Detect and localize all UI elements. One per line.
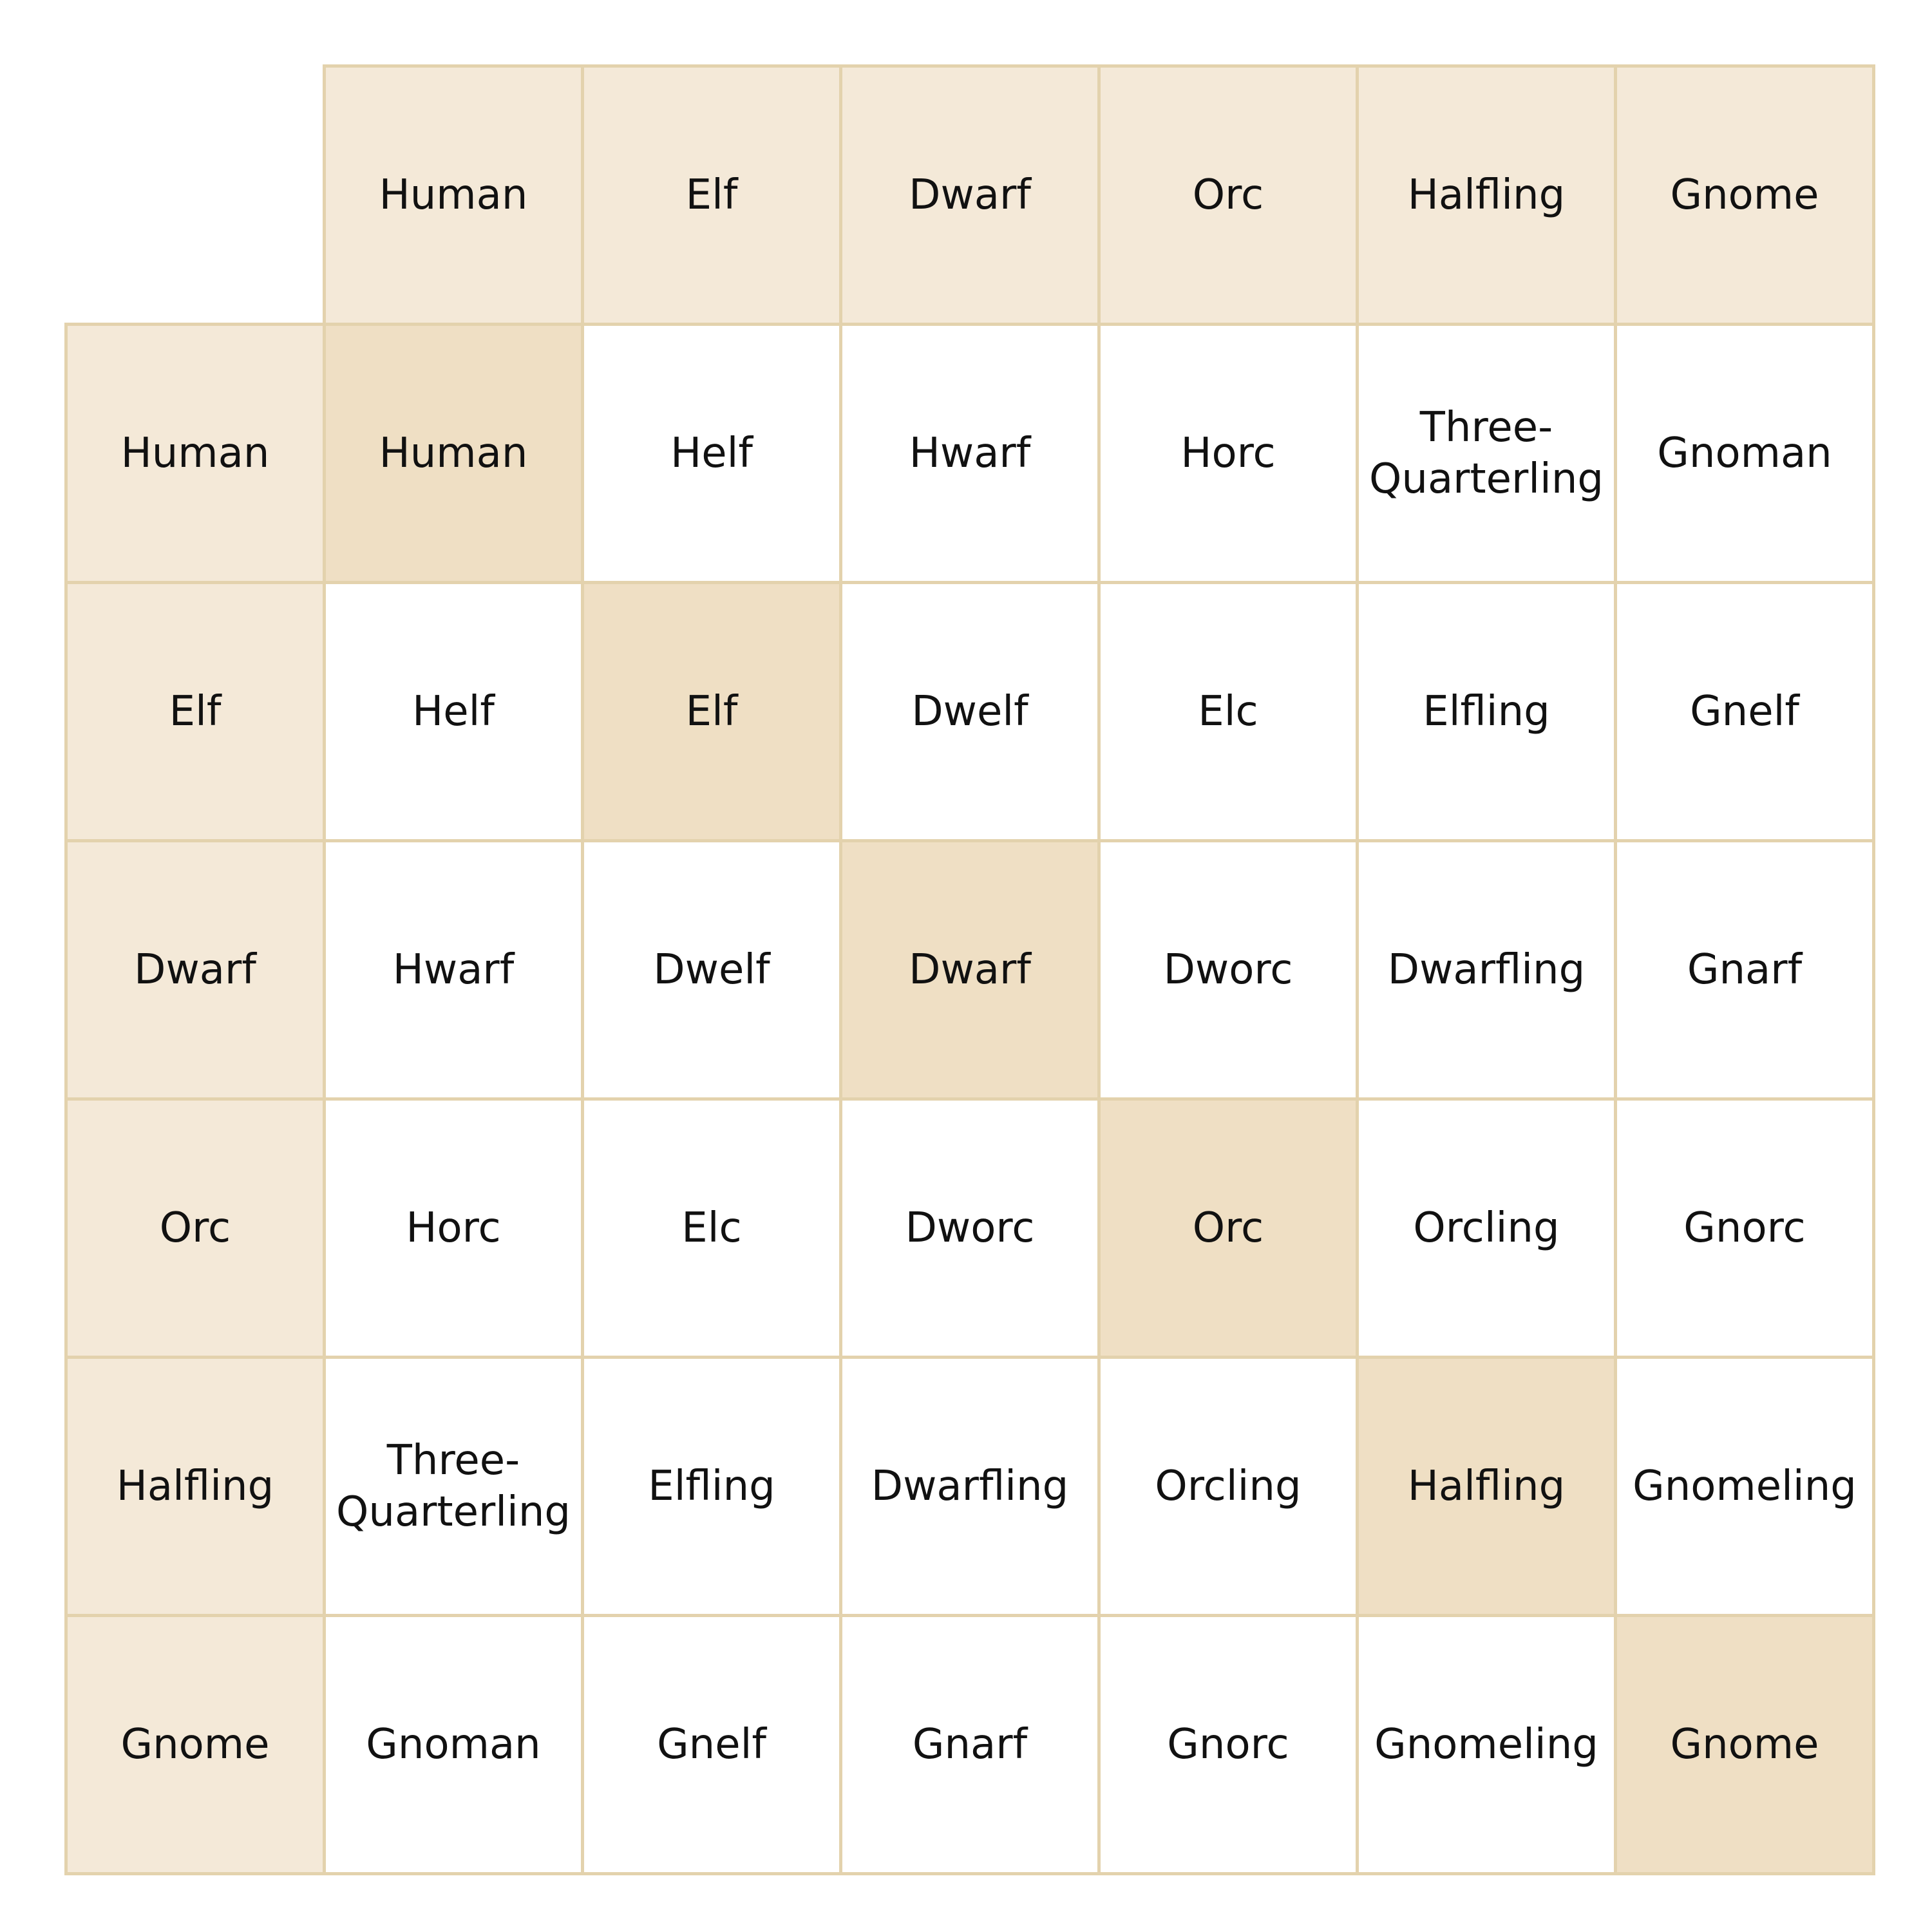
cell-human-dwarf-label: Hwarf bbox=[909, 430, 1031, 477]
row-header-halfling bbox=[64, 1356, 326, 1617]
cell-dwarf-halfling-label: Dwarfling bbox=[1387, 946, 1586, 994]
cell-halfling-orc bbox=[1097, 1356, 1359, 1617]
cell-elf-orc bbox=[1097, 581, 1359, 842]
cell-gnome-halfling bbox=[1356, 1614, 1617, 1875]
cell-orc-gnome-label: Gnorc bbox=[1683, 1204, 1806, 1252]
cell-elf-dwarf-label: Dwelf bbox=[911, 688, 1028, 735]
cell-elf-human bbox=[323, 581, 584, 842]
cell-gnome-human-label: Gnoman bbox=[366, 1721, 541, 1768]
cell-elf-gnome-label: Gnelf bbox=[1690, 688, 1799, 735]
cell-human-halfling bbox=[1356, 323, 1617, 584]
column-header-gnome-label: Gnome bbox=[1670, 171, 1819, 219]
cell-elf-elf-label: Elf bbox=[685, 688, 738, 735]
cell-human-elf bbox=[581, 323, 842, 584]
cell-gnome-gnome bbox=[1614, 1614, 1875, 1875]
column-header-gnome bbox=[1614, 64, 1875, 326]
cell-dwarf-dwarf bbox=[839, 839, 1101, 1101]
row-header-elf-label: Elf bbox=[169, 688, 222, 735]
cell-dwarf-human bbox=[323, 839, 584, 1101]
cell-orc-dwarf-label: Dworc bbox=[905, 1204, 1035, 1252]
cell-dwarf-orc bbox=[1097, 839, 1359, 1101]
column-header-orc-label: Orc bbox=[1192, 171, 1264, 219]
cell-human-gnome bbox=[1614, 323, 1875, 584]
cell-orc-human bbox=[323, 1097, 584, 1359]
cell-human-orc-label: Horc bbox=[1180, 430, 1276, 477]
cell-orc-orc bbox=[1097, 1097, 1359, 1359]
cell-elf-gnome bbox=[1614, 581, 1875, 842]
cell-dwarf-elf bbox=[581, 839, 842, 1101]
cell-human-elf-label: Helf bbox=[670, 430, 753, 477]
column-header-human-label: Human bbox=[379, 171, 528, 219]
cell-halfling-halfling bbox=[1356, 1356, 1617, 1617]
cell-dwarf-halfling bbox=[1356, 839, 1617, 1101]
row-header-orc bbox=[64, 1097, 326, 1359]
cell-halfling-elf-label: Elfling bbox=[648, 1463, 775, 1510]
cell-gnome-elf-label: Gnelf bbox=[657, 1721, 766, 1768]
cell-human-dwarf bbox=[839, 323, 1101, 584]
cell-orc-elf bbox=[581, 1097, 842, 1359]
row-header-human-label: Human bbox=[120, 430, 270, 477]
cell-dwarf-elf-label: Dwelf bbox=[653, 946, 770, 994]
cell-elf-orc-label: Elc bbox=[1198, 688, 1258, 735]
cell-human-human bbox=[323, 323, 584, 584]
column-header-orc bbox=[1097, 64, 1359, 326]
cell-halfling-halfling-label: Halfling bbox=[1407, 1463, 1566, 1510]
cell-human-orc bbox=[1097, 323, 1359, 584]
row-header-halfling-label: Halfling bbox=[116, 1463, 274, 1510]
row-header-dwarf-label: Dwarf bbox=[134, 946, 256, 994]
cell-halfling-gnome-label: Gnomeling bbox=[1633, 1463, 1857, 1510]
cell-elf-human-label: Helf bbox=[412, 688, 495, 735]
column-header-elf-label: Elf bbox=[685, 171, 738, 219]
cell-orc-elf-label: Elc bbox=[681, 1204, 742, 1252]
row-header-gnome bbox=[64, 1614, 326, 1875]
column-header-halfling-label: Halfling bbox=[1407, 171, 1566, 219]
cell-halfling-dwarf bbox=[839, 1356, 1101, 1617]
cell-elf-halfling bbox=[1356, 581, 1617, 842]
column-header-halfling bbox=[1356, 64, 1617, 326]
cell-orc-halfling bbox=[1356, 1097, 1617, 1359]
row-header-dwarf bbox=[64, 839, 326, 1101]
cell-gnome-orc bbox=[1097, 1614, 1359, 1875]
cell-orc-dwarf bbox=[839, 1097, 1101, 1359]
row-header-human bbox=[64, 323, 326, 584]
cell-elf-halfling-label: Elfling bbox=[1423, 688, 1550, 735]
column-header-elf bbox=[581, 64, 842, 326]
cell-orc-orc-label: Orc bbox=[1192, 1204, 1264, 1252]
cell-elf-dwarf bbox=[839, 581, 1101, 842]
cell-orc-human-label: Horc bbox=[406, 1204, 501, 1252]
row-header-orc-label: Orc bbox=[159, 1204, 231, 1252]
cell-dwarf-orc-label: Dworc bbox=[1163, 946, 1293, 994]
cell-gnome-dwarf bbox=[839, 1614, 1101, 1875]
column-header-dwarf-label: Dwarf bbox=[909, 171, 1031, 219]
cell-halfling-orc-label: Orcling bbox=[1155, 1463, 1302, 1510]
cell-gnome-human bbox=[323, 1614, 584, 1875]
column-header-dwarf bbox=[839, 64, 1101, 326]
cell-halfling-dwarf-label: Dwarfling bbox=[871, 1463, 1069, 1510]
cell-dwarf-gnome bbox=[1614, 839, 1875, 1101]
cell-orc-halfling-label: Orcling bbox=[1413, 1204, 1560, 1252]
column-header-human bbox=[323, 64, 584, 326]
cell-human-human-label: Human bbox=[379, 430, 528, 477]
cell-gnome-dwarf-label: Gnarf bbox=[912, 1721, 1028, 1768]
cell-gnome-gnome-label: Gnome bbox=[1670, 1721, 1819, 1768]
cell-dwarf-human-label: Hwarf bbox=[392, 946, 515, 994]
cell-halfling-gnome bbox=[1614, 1356, 1875, 1617]
cell-gnome-elf bbox=[581, 1614, 842, 1875]
cell-human-halfling-label: Three- Quarterling bbox=[1369, 404, 1604, 503]
cell-human-gnome-label: Gnoman bbox=[1657, 430, 1832, 477]
cell-gnome-halfling-label: Gnomeling bbox=[1374, 1721, 1598, 1768]
row-header-gnome-label: Gnome bbox=[120, 1721, 270, 1768]
row-header-elf bbox=[64, 581, 326, 842]
cell-halfling-elf bbox=[581, 1356, 842, 1617]
cell-gnome-orc-label: Gnorc bbox=[1167, 1721, 1289, 1768]
cell-elf-elf bbox=[581, 581, 842, 842]
cell-halfling-human bbox=[323, 1356, 584, 1617]
cell-orc-gnome bbox=[1614, 1097, 1875, 1359]
cell-halfling-human-label: Three- Quarterling bbox=[336, 1437, 571, 1536]
cell-dwarf-gnome-label: Gnarf bbox=[1687, 946, 1803, 994]
cell-dwarf-dwarf-label: Dwarf bbox=[909, 946, 1031, 994]
